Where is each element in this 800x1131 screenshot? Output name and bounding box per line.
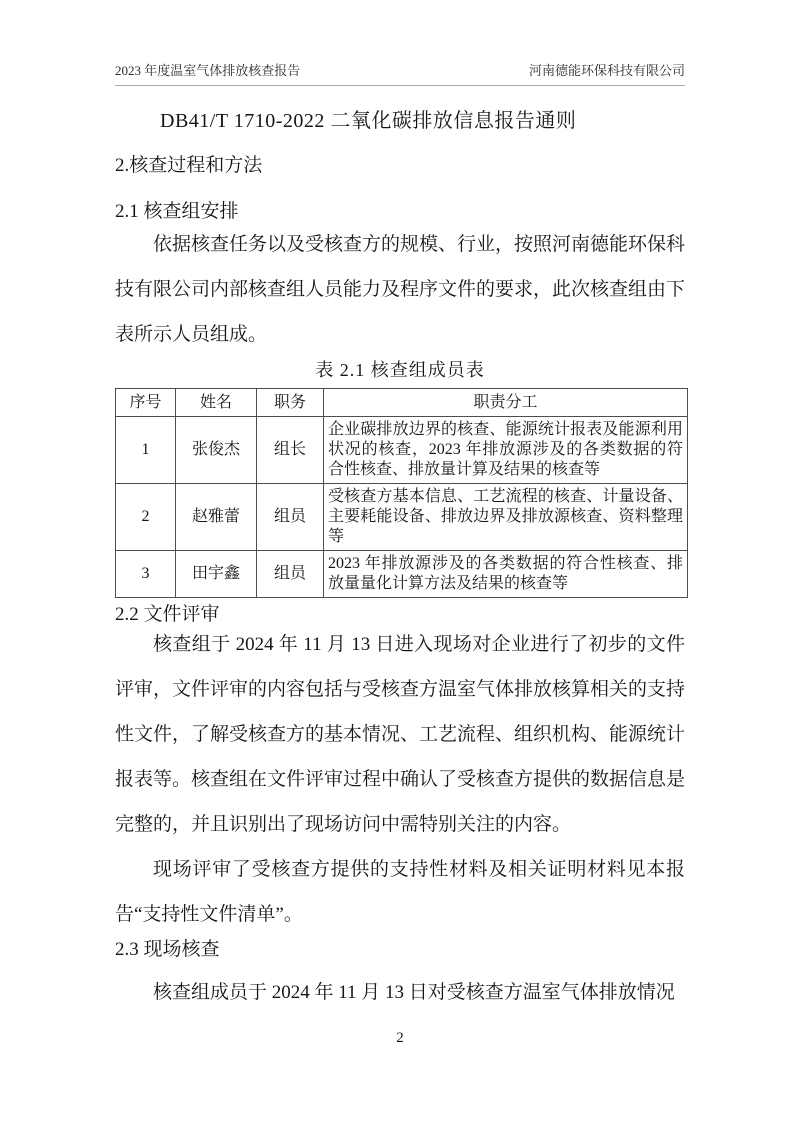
col-header-name: 姓名 (176, 389, 257, 417)
paragraph-team-arrangement: 依据核查任务以及受核查方的规模、行业，按照河南德能环保科技有限公司内部核查组人员能力及程序文件的要求，此次核查组由下表所示人员组成。 (115, 234, 686, 345)
cell-name: 赵雅蕾 (176, 484, 257, 551)
paragraph-document-review-1: 核查组于 2024 年 11 月 13 日进入现场对企业进行了初步的文件评审，文件评审的内容包括与受核查方温室气体排放核算相关的支持性文件，了解受核查方的基本情况、工艺流程、组织机构、能源统计报表等。核查组在文件评审过程中确认了受核查方提供的数据信息是完整的，并且识别出了现场访问中需特别关注的内容。 (115, 634, 686, 835)
header-company-name: 河南德能环保科技有限公司 (528, 63, 685, 78)
cell-name: 张俊杰 (176, 417, 257, 484)
running-header (115, 60, 685, 86)
cell-role: 组员 (257, 484, 324, 551)
cell-duty: 2023 年排放源涉及的各类数据的符合性核查、排放量量化计算方法及结果的核查等 (324, 551, 688, 598)
cell-duty: 受核查方基本信息、工艺流程的核查、计量设备、主要耗能设备、排放边界及排放源核查、资料整理等 (324, 484, 688, 551)
table-row (116, 484, 688, 551)
cell-serial: 1 (116, 417, 176, 484)
cell-serial: 3 (116, 551, 176, 598)
paragraph-onsite-verification: 核查组成员于 2024 年 11 月 13 日对受核查方温室气体排放情况 (153, 982, 675, 1003)
verification-team-table (115, 388, 688, 598)
section-heading-2: 2.核查过程和方法 (115, 155, 263, 176)
reference-standard-line: DB41/T 1710-2022 二氧化碳排放信息报告通则 (160, 110, 577, 132)
cell-name: 田宇鑫 (176, 551, 257, 598)
table-2-1-caption: 表 2.1 核查组成员表 (315, 360, 485, 380)
col-header-serial: 序号 (116, 389, 176, 417)
section-heading-2-3: 2.3 现场核查 (115, 939, 220, 960)
cell-role: 组员 (257, 551, 324, 598)
cell-duty: 企业碳排放边界的核查、能源统计报表及能源利用状况的核查，2023 年排放源涉及的各类数据的符合性核查、排放量计算及结果的核查等 (324, 417, 688, 484)
table-row (116, 551, 688, 598)
cell-role: 组长 (257, 417, 324, 484)
paragraph-document-review-2: 现场评审了受核查方提供的支持性材料及相关证明材料见本报告“支持性文件清单”。 (115, 859, 685, 925)
col-header-duty: 职责分工 (324, 389, 688, 417)
section-heading-2-1: 2.1 核查组安排 (115, 201, 239, 222)
col-header-role: 职务 (257, 389, 324, 417)
table-header-row (116, 389, 688, 417)
page-number: 2 (396, 1030, 404, 1046)
cell-serial: 2 (116, 484, 176, 551)
header-report-title: 2023 年度温室气体排放核查报告 (115, 63, 301, 78)
section-heading-2-2: 2.2 文件评审 (115, 604, 220, 625)
table-row (116, 417, 688, 484)
